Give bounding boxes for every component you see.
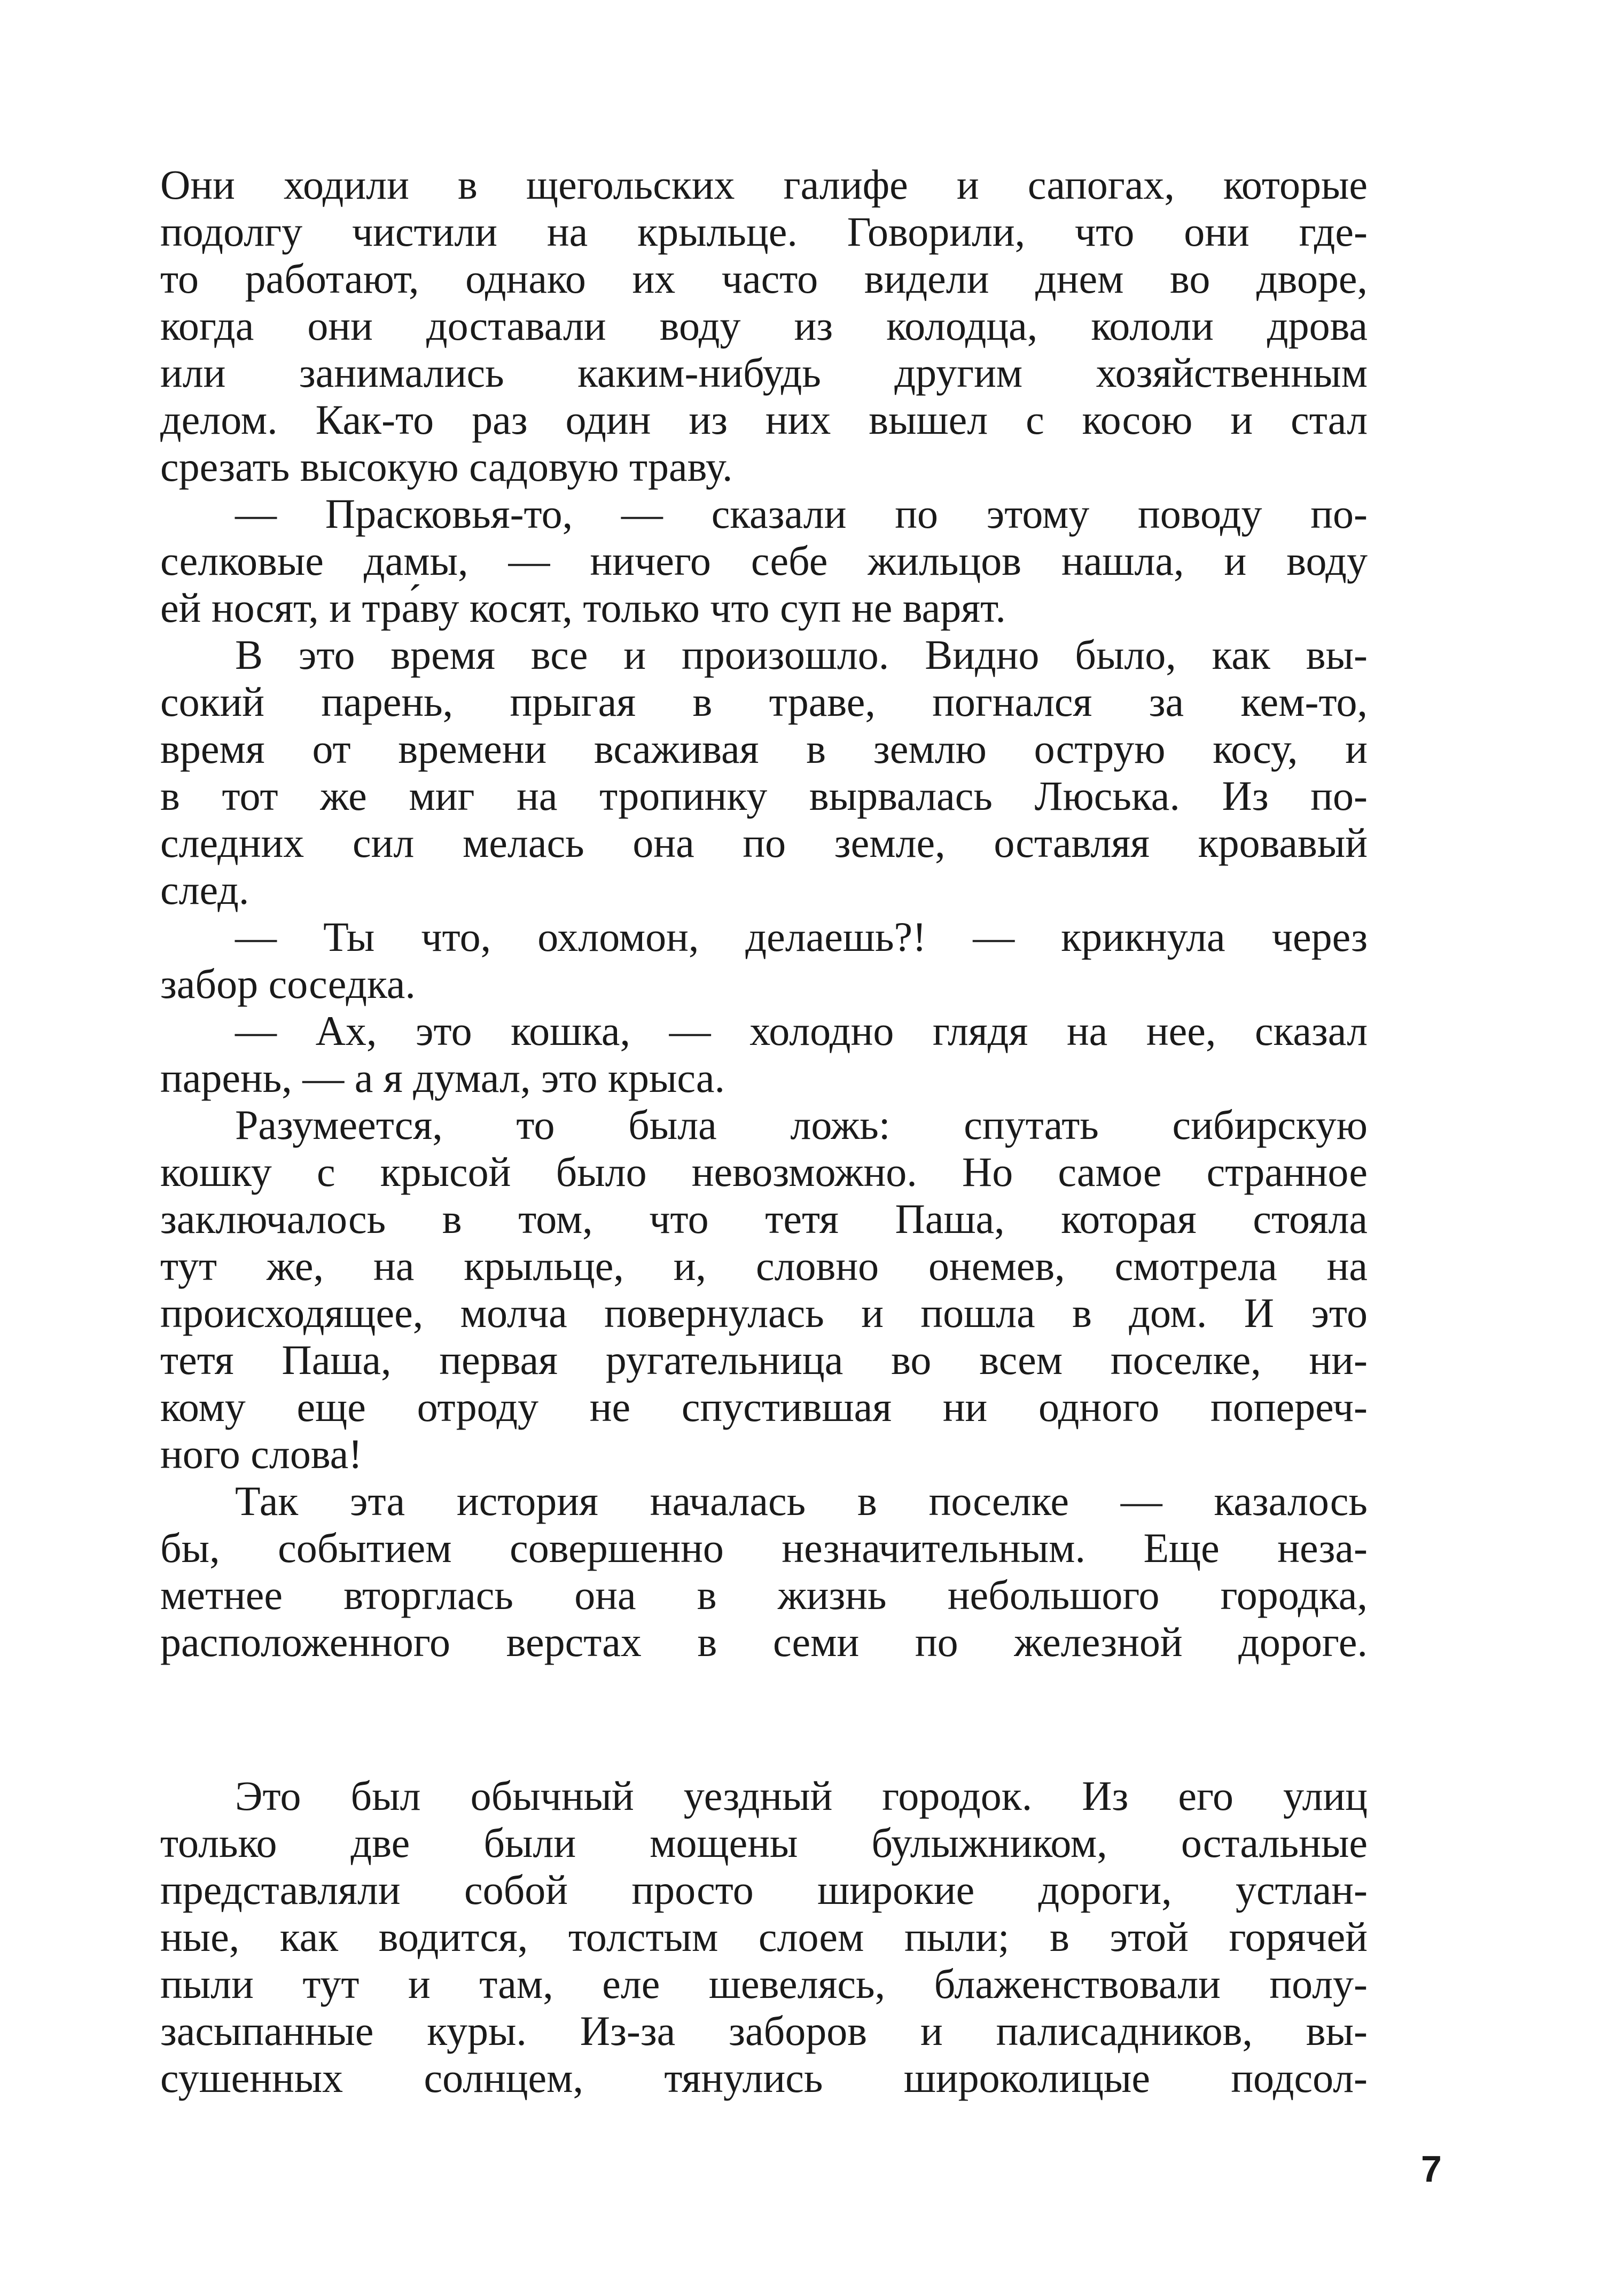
text-line: заключалось в том, что тетя Паша, которая стояла xyxy=(160,1196,1368,1242)
text-line: только две были мощены булыжником, остальные xyxy=(160,1819,1368,1866)
text-line: Так эта история началась в поселке — казалось xyxy=(235,1478,1368,1524)
text-line: засыпанные куры. Из-за заборов и палисадников, вы- xyxy=(160,2008,1368,2054)
text-line: метнее вторглась она в жизнь небольшого городка, xyxy=(160,1572,1368,1618)
text-line: парень, — а я думал, это крыса. xyxy=(160,1055,725,1101)
text-line: или занимались каким-нибудь другим хозяйственным xyxy=(160,349,1368,396)
text-line: бы, событием совершенно незначительным. Еще неза- xyxy=(160,1525,1368,1571)
text-line: Они ходили в щегольских галифе и сапогах, которые xyxy=(160,161,1368,208)
text-line: ные, как водится, толстым слоем пыли; в этой горячей xyxy=(160,1914,1368,1960)
text-line: ей носят, и тра́ву косят, только что суп не варят. xyxy=(160,584,1006,631)
text-line: когда они доставали воду из колодца, кололи дрова xyxy=(160,302,1368,349)
text-line: забор соседка. xyxy=(160,960,416,1007)
text-line: представляли собой просто широкие дороги, устлан- xyxy=(160,1867,1368,1913)
text-line: — Ты что, охломон, делаешь?! — крикнула через xyxy=(235,913,1368,960)
text-line: В это время все и произошло. Видно было, как вы- xyxy=(235,631,1368,678)
text-line: расположенного верстах в семи по железной дороге. xyxy=(160,1619,1368,1665)
text-line: селковые дамы, — ничего себе жильцов нашла, и воду xyxy=(160,537,1368,584)
text-line: следних сил мелась она по земле, оставляя кровавый xyxy=(160,819,1368,866)
text-line: кому еще отроду не спустившая ни одного попереч- xyxy=(160,1384,1368,1430)
text-line: сокий парень, прыгая в траве, погнался за кем-то, xyxy=(160,678,1368,725)
text-line: время от времени всаживая в землю острую косу, и xyxy=(160,725,1368,772)
text-line: тетя Паша, первая ругательница во всем поселке, ни- xyxy=(160,1337,1368,1383)
text-line: то работают, однако их часто видели днем во дворе, xyxy=(160,255,1368,302)
text-line: след. xyxy=(160,866,249,913)
text-line: — Прасковья-то, — сказали по этому поводу по- xyxy=(235,490,1368,537)
text-line: Это был обычный уездный городок. Из его улиц xyxy=(235,1772,1368,1819)
text-block-section-two xyxy=(160,1772,1368,2102)
text-line: тут же, на крыльце, и, словно онемев, смотрела на xyxy=(160,1243,1368,1289)
text-block-main xyxy=(160,161,1368,1666)
text-line: Разумеется, то была ложь: спутать сибирскую xyxy=(235,1102,1368,1148)
text-line: ного слова! xyxy=(160,1431,363,1477)
page-number: 7 xyxy=(1421,2148,1442,2190)
text-line: делом. Как-то раз один из них вышел с косою и стал xyxy=(160,396,1368,443)
text-line: сушенных солнцем, тянулись широколицые подсол- xyxy=(160,2055,1368,2101)
text-line: — Ах, это кошка, — холодно глядя на нее, сказал xyxy=(235,1008,1368,1054)
text-line: подолгу чистили на крыльце. Говорили, что они где- xyxy=(160,208,1368,255)
text-line: пыли тут и там, еле шевелясь, блаженствовали полу- xyxy=(160,1961,1368,2007)
text-line: в тот же миг на тропинку вырвалась Люська. Из по- xyxy=(160,772,1368,819)
text-line: срезать высокую садовую траву. xyxy=(160,443,733,490)
text-line: происходящее, молча повернулась и пошла в дом. И это xyxy=(160,1290,1368,1336)
text-line: кошку с крысой было невозможно. Но самое странное xyxy=(160,1149,1368,1195)
